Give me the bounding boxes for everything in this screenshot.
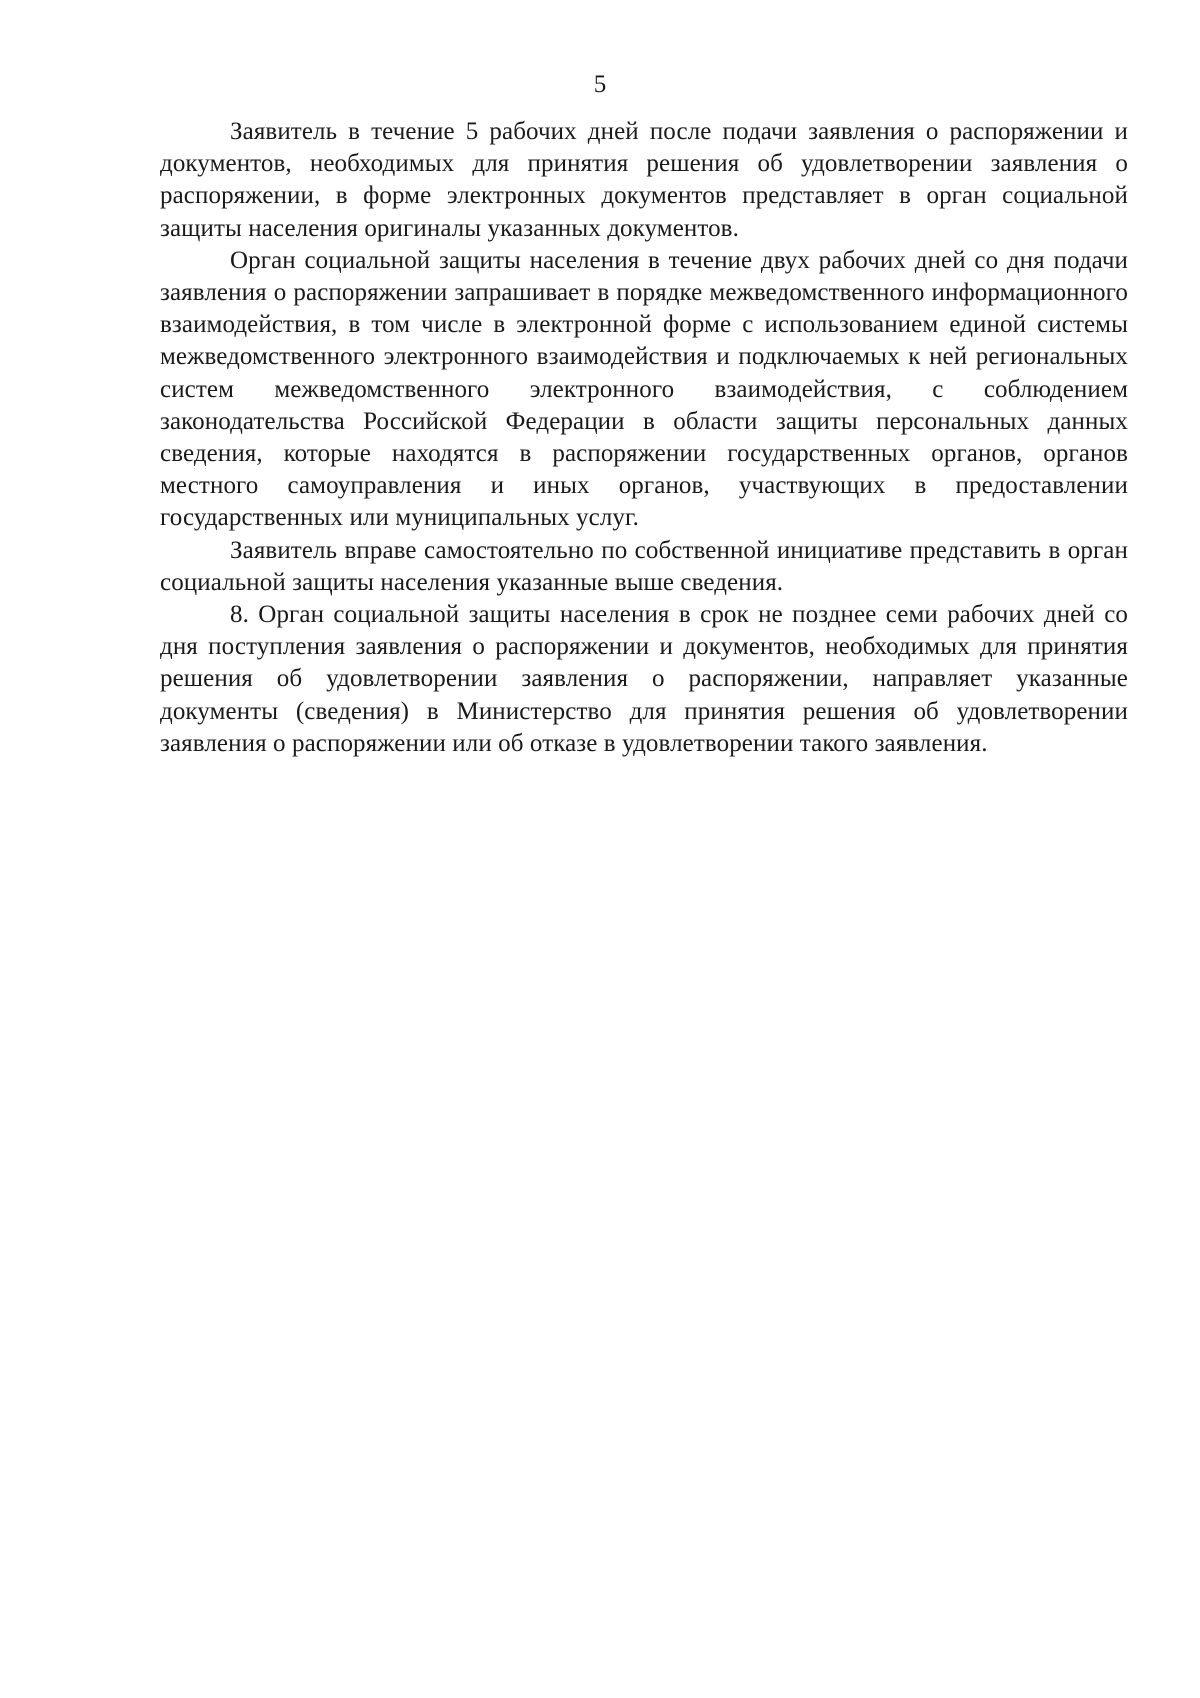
document-body <box>160 116 1128 760</box>
paragraph-applicant-originals: Заявитель в течение 5 рабочих дней после подачи заявления о распоряжении и документов, необходимых для принятия решения об удовлетворении заявления о распоряжении, в форме электронных документов представляет в орган социальной защиты населения оригиналы указанных документов. <box>160 118 1128 242</box>
paragraph-interagency-request: Орган социальной защиты населения в течение двух рабочих дней со дня подачи заявления о распоряжении запрашивает в порядке межведомственного информационного взаимодействия, в том числе в электронной форме с использованием единой системы межведомственного электронного взаимодействия и подключаемых к ней региональных систем межведомственного электронного взаимодействия, с соблюдением законодательства Российской Федерации в области защиты персональных данных сведения, которые находятся в распоряжении государственных органов, органов местного самоуправления и иных органов, участвующих в предоставлении государственных или муниципальных услуг. <box>160 246 1128 532</box>
paragraph-applicant-right: Заявитель вправе самостоятельно по собственной инициативе представить в орган социальной защиты населения указанные выше сведения. <box>160 536 1128 596</box>
page-number: 5 <box>593 71 607 98</box>
paragraph-item-8: 8. Орган социальной защиты населения в срок не позднее семи рабочих дней со дня поступления заявления о распоряжении и документов, необходимых для принятия решения об удовлетворении заявления о распоряжении, направляет указанные документы (сведения) в Министерство для принятия решения об удовлетворении заявления о распоряжении или об отказе в удовлетворении такого заявления. <box>160 601 1128 757</box>
